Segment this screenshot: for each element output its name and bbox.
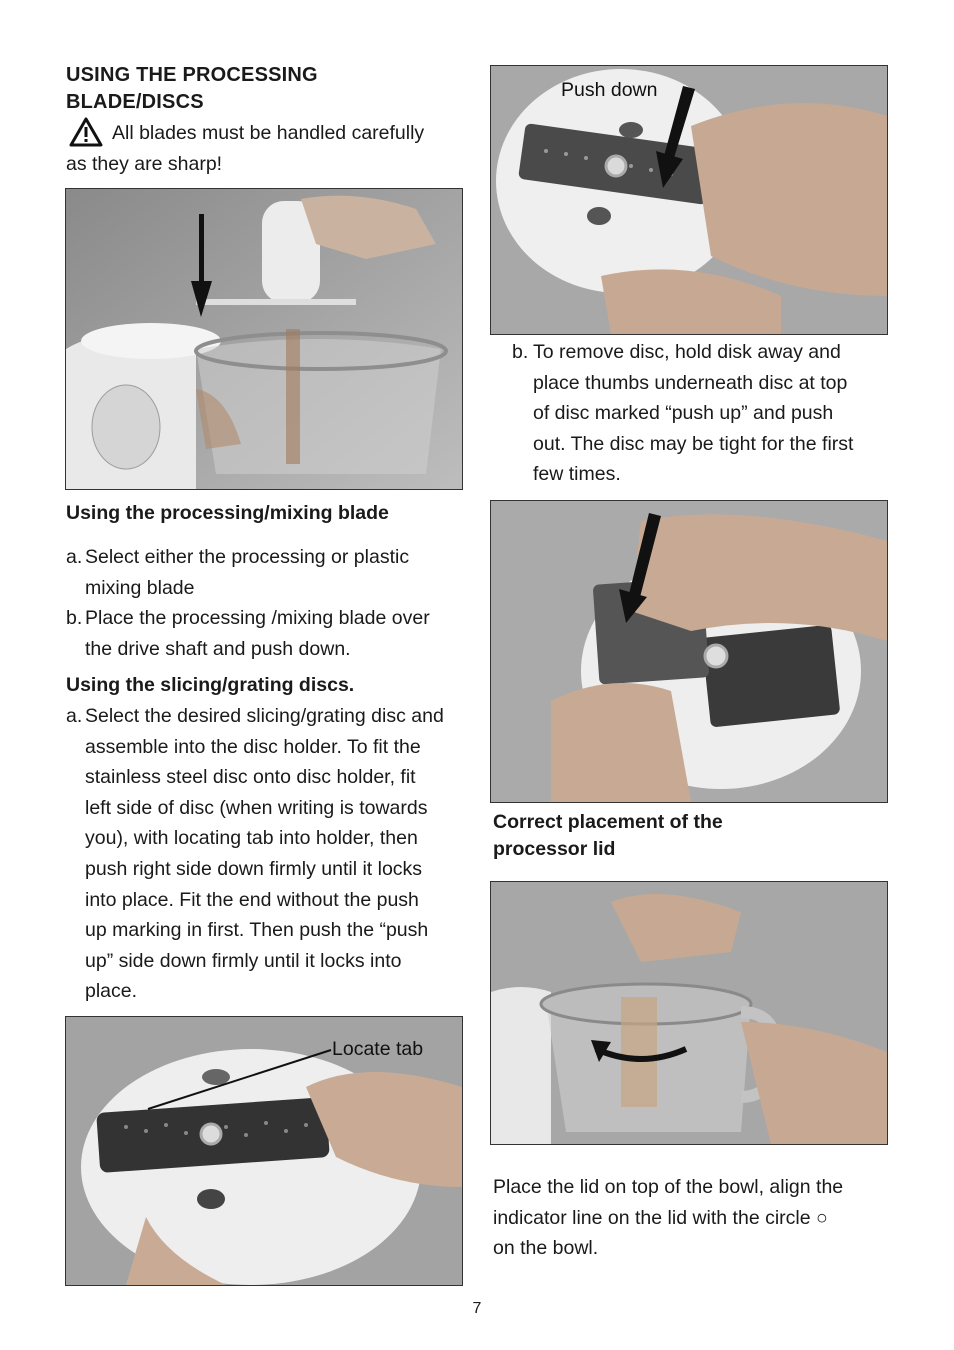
lid-placement-heading <box>493 809 723 863</box>
step-line: the drive shaft and push down. <box>85 637 351 660</box>
heading-line-1: USING THE PROCESSING <box>66 64 318 86</box>
warning-note <box>66 118 466 179</box>
mixing-step-b <box>66 603 466 664</box>
remove-step-b <box>512 337 912 490</box>
step-line: Place the processing /mixing blade over <box>85 607 430 630</box>
step-label: a. <box>66 546 83 568</box>
step-line: up” side down firmly until it locks into <box>85 949 402 972</box>
step-line: mixing blade <box>85 576 195 599</box>
step-line: place thumbs underneath disc at top <box>533 371 848 394</box>
section-heading <box>66 62 318 116</box>
photo-processing-blade <box>65 188 463 490</box>
step-line: you), with locating tab into holder, then <box>85 827 418 850</box>
locate-tab-caption: Locate tab <box>332 1038 424 1060</box>
push-down-caption: Push down <box>561 79 658 101</box>
remove-disc-step <box>512 337 912 490</box>
step-line: Select the desired slicing/grating disc and <box>85 705 444 727</box>
step-line: up marking in first. Then push the “push <box>85 919 429 942</box>
lid-placement-text <box>493 1172 893 1264</box>
step-line: stainless steel disc onto disc holder, fit <box>85 766 416 789</box>
photo-remove-disc <box>490 500 888 803</box>
warning-line-1: All blades must be handled carefully <box>112 122 425 144</box>
slicing-discs-steps <box>66 701 466 1007</box>
warning-triangle-icon <box>69 117 103 157</box>
photo-lid-placement <box>490 881 888 1145</box>
heading-line-2: BLADE/DISCS <box>66 91 204 113</box>
text-line: Place the lid on top of the bowl, align the <box>493 1176 844 1198</box>
text-line: indicator line on the lid with the circle ○ <box>493 1206 828 1229</box>
slicing-discs-heading: Using the slicing/grating discs. <box>66 674 355 696</box>
step-label: b. <box>66 607 83 630</box>
photo-push-down <box>490 65 888 335</box>
step-line: Select either the processing or plastic <box>85 546 410 568</box>
step-label: b. <box>512 341 529 363</box>
step-line: place. <box>85 980 138 1003</box>
step-line: assemble into the disc holder. To fit the <box>85 735 421 758</box>
step-line: out. The disc may be tight for the first <box>533 432 854 455</box>
heading-line-2: processor lid <box>493 838 616 860</box>
step-line: few times. <box>533 463 621 486</box>
step-line: To remove disc, hold disk away and <box>533 341 841 363</box>
heading-line-1: Correct placement of the <box>493 811 723 833</box>
mixing-step-a <box>66 542 466 603</box>
step-line: of disc marked “push up” and push <box>533 402 834 425</box>
mixing-blade-steps <box>66 542 466 664</box>
page-number: 7 <box>472 1300 482 1317</box>
slicing-step-a <box>66 701 466 1007</box>
step-line: left side of disc (when writing is towards <box>85 796 428 819</box>
step-line: push right side down firmly until it locks <box>85 857 423 880</box>
text-line: on the bowl. <box>493 1237 599 1260</box>
step-line: into place. Fit the end without the push <box>85 888 419 911</box>
step-label: a. <box>66 705 83 727</box>
warning-line-2: as they are sharp! <box>66 152 223 175</box>
mixing-blade-heading: Using the processing/mixing blade <box>66 502 389 524</box>
